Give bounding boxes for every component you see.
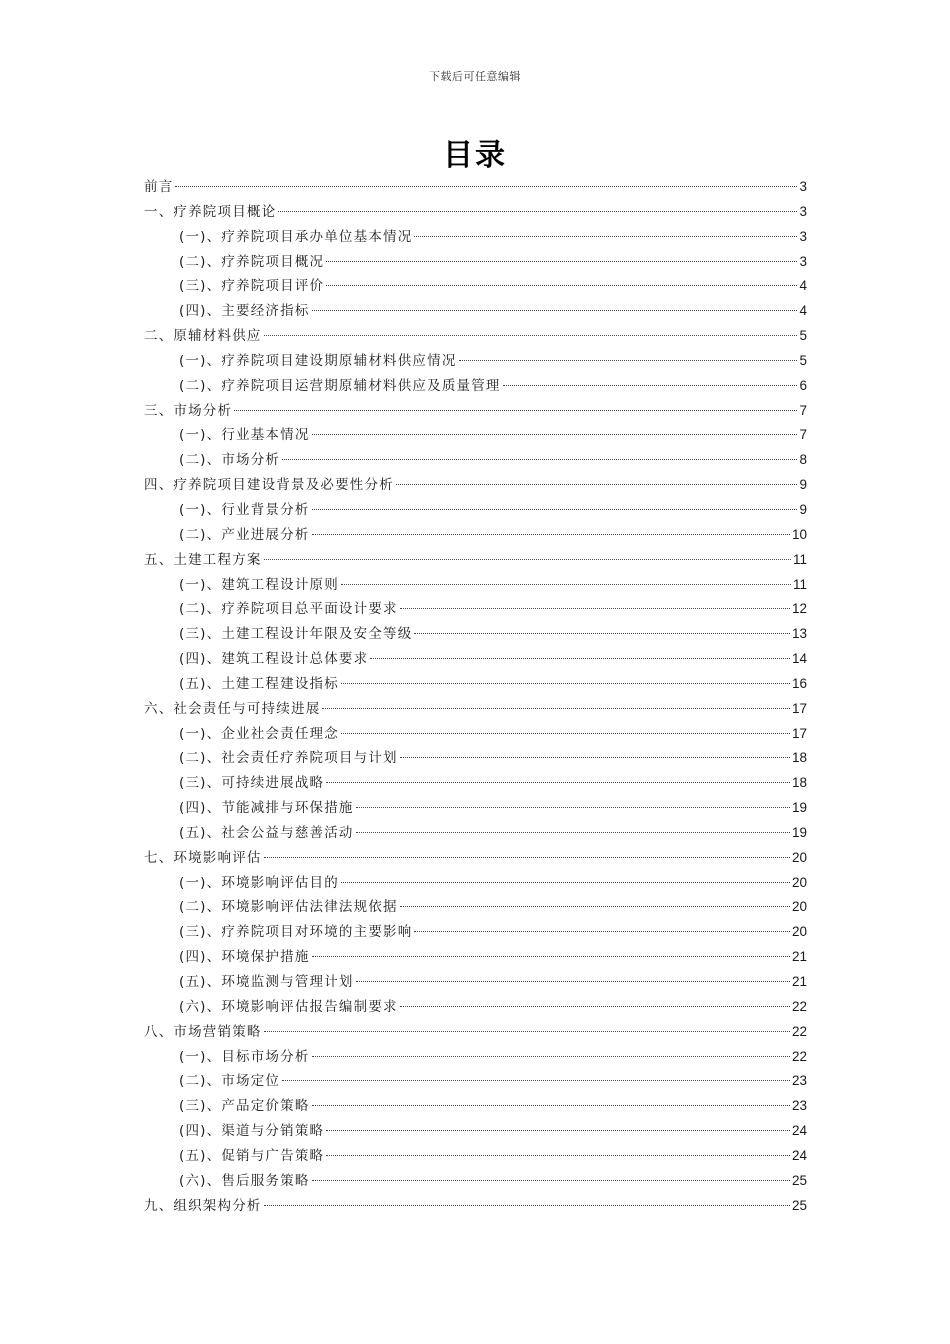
- toc-entry-label: 一、疗养院项目概论: [144, 203, 277, 220]
- toc-entry[interactable]: [144, 895, 807, 920]
- toc-entry[interactable]: [144, 1144, 807, 1169]
- toc-entry-label: (二)、疗养院项目运营期原辅材料供应及质量管理: [179, 377, 501, 394]
- toc-entry-label: (一)、行业背景分析: [179, 501, 310, 518]
- toc-entry-page-number: 25: [791, 1172, 807, 1188]
- toc-dot-leader: [312, 955, 790, 957]
- toc-entry-page-number: 11: [792, 576, 807, 592]
- toc-dot-leader: [459, 359, 798, 361]
- toc-dot-leader: [312, 533, 790, 535]
- toc-entry-page-number: 3: [799, 228, 807, 244]
- toc-dot-leader: [264, 1030, 790, 1032]
- toc-entry-label: (一)、环境影响评估目的: [179, 874, 339, 891]
- toc-entry-label: (一)、企业社会责任理念: [179, 725, 339, 742]
- toc-entry-page-number: 22: [791, 998, 807, 1014]
- toc-entry[interactable]: [144, 423, 807, 448]
- toc-entry-page-number: 10: [791, 526, 807, 542]
- toc-entry-label: 八、市场营销策略: [144, 1023, 262, 1040]
- toc-entry[interactable]: [144, 1045, 807, 1070]
- toc-entry[interactable]: [144, 1094, 807, 1119]
- toc-entry[interactable]: [144, 771, 807, 796]
- toc-entry[interactable]: [144, 672, 807, 697]
- toc-entry-label: 二、原辅材料供应: [144, 328, 262, 345]
- toc-dot-leader: [175, 185, 797, 187]
- toc-entry-label: (一)、目标市场分析: [179, 1048, 310, 1065]
- toc-entry[interactable]: [144, 597, 807, 622]
- toc-entry-label: (六)、售后服务策略: [179, 1172, 310, 1189]
- toc-dot-leader: [282, 1079, 790, 1081]
- toc-entry-page-number: 21: [791, 949, 807, 965]
- toc-entry[interactable]: [144, 796, 807, 821]
- toc-entry-label: (二)、市场定位: [179, 1073, 281, 1090]
- toc-entry-label: (三)、疗养院项目对环境的主要影响: [179, 924, 413, 941]
- toc-entry-page-number: 20: [791, 899, 807, 915]
- toc-entry-page-number: 25: [791, 1197, 807, 1213]
- toc-entry-page-number: 7: [799, 402, 807, 418]
- toc-entry-page-number: 5: [799, 352, 807, 368]
- toc-dot-leader: [400, 756, 790, 758]
- toc-entry-page-number: 14: [791, 651, 807, 667]
- toc-entry-page-number: 16: [791, 675, 807, 691]
- toc-dot-leader: [400, 905, 790, 907]
- toc-entry-page-number: 18: [791, 750, 807, 766]
- toc-entry[interactable]: [144, 1194, 807, 1219]
- toc-entry-page-number: 17: [791, 725, 807, 741]
- toc-entry-page-number: 24: [791, 1123, 807, 1139]
- toc-entry[interactable]: [144, 448, 807, 473]
- toc-entry-page-number: 17: [791, 700, 807, 716]
- toc-entry[interactable]: [144, 324, 807, 349]
- toc-entry-page-number: 9: [799, 477, 807, 493]
- toc-entry-page-number: 20: [791, 874, 807, 890]
- toc-entry-label: (二)、环境影响评估法律法规依据: [179, 899, 398, 916]
- toc-entry-label: (三)、土建工程设计年限及安全等级: [179, 626, 413, 643]
- toc-dot-leader: [414, 930, 790, 932]
- toc-dot-leader: [312, 309, 798, 311]
- toc-entry[interactable]: [144, 175, 807, 200]
- toc-entry-page-number: 24: [791, 1147, 807, 1163]
- toc-entry[interactable]: [144, 374, 807, 399]
- toc-dot-leader: [356, 831, 790, 833]
- toc-entry[interactable]: [144, 871, 807, 896]
- toc-dot-leader: [312, 1104, 790, 1106]
- toc-entry-label: (三)、疗养院项目评价: [179, 278, 325, 295]
- toc-entry-page-number: 3: [799, 179, 807, 194]
- toc-entry[interactable]: [144, 1020, 807, 1045]
- toc-dot-leader: [326, 1154, 790, 1156]
- toc-dot-leader: [341, 732, 790, 734]
- toc-entry-label: (一)、疗养院项目承办单位基本情况: [179, 228, 413, 245]
- toc-dot-leader: [414, 235, 797, 237]
- toc-dot-leader: [312, 1055, 790, 1057]
- toc-entry-label: (一)、疗养院项目建设期原辅材料供应情况: [179, 352, 457, 369]
- toc-entry[interactable]: [144, 250, 807, 275]
- toc-dot-leader: [356, 806, 790, 808]
- toc-dot-leader: [312, 433, 798, 435]
- toc-dot-leader: [400, 607, 790, 609]
- toc-entry-page-number: 3: [799, 203, 807, 219]
- toc-dot-leader: [370, 657, 790, 659]
- toc-entry[interactable]: [144, 225, 807, 250]
- toc-dot-leader: [326, 1129, 790, 1131]
- toc-dot-leader: [312, 508, 798, 510]
- toc-entry[interactable]: [144, 746, 807, 771]
- toc-entry-label: (四)、节能减排与环保措施: [179, 800, 354, 817]
- toc-dot-leader: [322, 707, 790, 709]
- toc-entry-label: 三、市场分析: [144, 402, 233, 419]
- toc-entry-label: (一)、建筑工程设计原则: [179, 576, 339, 593]
- toc-entry[interactable]: [144, 1119, 807, 1144]
- toc-entry-label: (一)、行业基本情况: [179, 427, 310, 444]
- toc-dot-leader: [326, 284, 797, 286]
- toc-entry-label: 七、环境影响评估: [144, 849, 262, 866]
- toc-entry-label: 前言: [144, 179, 174, 195]
- toc-entry[interactable]: [144, 945, 807, 970]
- toc-dot-leader: [282, 458, 797, 460]
- toc-entry[interactable]: [144, 970, 807, 995]
- toc-dot-leader: [414, 632, 790, 634]
- toc-entry-label: 四、疗养院项目建设背景及必要性分析: [144, 477, 394, 494]
- toc-entry-label: (五)、促销与广告策略: [179, 1147, 325, 1164]
- toc-entry-page-number: 23: [791, 1073, 807, 1089]
- toc-entry-label: (四)、主要经济指标: [179, 303, 310, 320]
- toc-dot-leader: [326, 781, 790, 783]
- toc-entry-page-number: 22: [791, 1023, 807, 1039]
- toc-entry-page-number: 23: [791, 1098, 807, 1114]
- toc-dot-leader: [326, 260, 797, 262]
- toc-entry[interactable]: [144, 821, 807, 846]
- toc-entry-label: (四)、建筑工程设计总体要求: [179, 651, 369, 668]
- toc-entry[interactable]: [144, 548, 807, 573]
- toc-entry-page-number: 21: [791, 974, 807, 989]
- toc-entry-page-number: 11: [792, 551, 807, 567]
- toc-entry-page-number: 8: [799, 452, 807, 468]
- toc-entry-page-number: 12: [791, 601, 807, 617]
- toc-entry-page-number: 5: [799, 328, 807, 344]
- toc-entry-page-number: 3: [799, 253, 807, 269]
- toc-entry[interactable]: [144, 498, 807, 523]
- toc-entry-label: (二)、产业进展分析: [179, 526, 310, 543]
- toc-dot-leader: [264, 558, 791, 560]
- toc-entry[interactable]: [144, 622, 807, 647]
- toc-entry-page-number: 4: [799, 278, 807, 294]
- toc-entry[interactable]: [144, 920, 807, 945]
- toc-dot-leader: [341, 682, 790, 684]
- toc-entry[interactable]: [144, 299, 807, 324]
- toc-dot-leader: [278, 210, 797, 212]
- toc-dot-leader: [341, 583, 791, 585]
- toc-entry-label: (五)、土建工程建设指标: [179, 675, 339, 692]
- toc-entry-label: 九、组织架构分析: [144, 1197, 262, 1214]
- toc-dot-leader: [312, 1179, 790, 1181]
- toc-entry-page-number: 19: [791, 800, 807, 816]
- toc-entry[interactable]: [144, 274, 807, 299]
- toc-dot-leader: [356, 980, 790, 982]
- toc-entry-label: (二)、疗养院项目概况: [179, 253, 325, 270]
- toc-entry-label: (二)、市场分析: [179, 452, 281, 469]
- toc-entry-page-number: 20: [791, 924, 807, 940]
- toc-entry-label: 六、社会责任与可持续进展: [144, 700, 321, 717]
- toc-entry[interactable]: [144, 573, 807, 598]
- toc-entry[interactable]: [144, 846, 807, 871]
- page-title: 目录: [443, 138, 507, 173]
- toc-entry[interactable]: [144, 349, 807, 374]
- toc-entry-page-number: 6: [799, 377, 807, 393]
- toc-entry-label: (五)、环境监测与管理计划: [179, 974, 354, 990]
- toc-dot-leader: [234, 409, 797, 411]
- toc-entry-label: (二)、疗养院项目总平面设计要求: [179, 601, 398, 618]
- toc-entry-page-number: 4: [799, 303, 807, 319]
- toc-dot-leader: [264, 856, 790, 858]
- toc-entry[interactable]: [144, 523, 807, 548]
- toc-dot-leader: [341, 881, 790, 883]
- toc-dot-leader: [503, 384, 798, 386]
- toc-entry-label: (二)、社会责任疗养院项目与计划: [179, 750, 398, 767]
- table-of-contents: [144, 175, 807, 1218]
- toc-dot-leader: [264, 334, 798, 336]
- toc-entry[interactable]: [144, 1069, 807, 1094]
- toc-dot-leader: [264, 1204, 790, 1206]
- toc-entry[interactable]: [144, 995, 807, 1020]
- toc-entry[interactable]: [144, 697, 807, 722]
- header-note: 下载后可任意编辑: [429, 70, 521, 83]
- toc-entry-page-number: 22: [791, 1048, 807, 1064]
- toc-entry-page-number: 19: [791, 824, 807, 840]
- toc-entry-label: (四)、环境保护措施: [179, 949, 310, 966]
- toc-entry-label: (四)、渠道与分销策略: [179, 1123, 325, 1140]
- toc-entry-page-number: 7: [799, 427, 807, 443]
- toc-entry-label: (六)、环境影响评估报告编制要求: [179, 998, 398, 1015]
- toc-entry[interactable]: [144, 399, 807, 424]
- toc-entry[interactable]: [144, 200, 807, 225]
- toc-entry[interactable]: [144, 473, 807, 498]
- toc-entry-label: 五、土建工程方案: [144, 551, 262, 568]
- toc-dot-leader: [400, 1005, 790, 1007]
- toc-entry[interactable]: [144, 722, 807, 747]
- toc-entry-page-number: 20: [791, 849, 807, 865]
- toc-entry-page-number: 13: [791, 626, 807, 642]
- toc-entry-page-number: 18: [791, 775, 807, 791]
- toc-entry-page-number: 9: [799, 501, 807, 517]
- toc-dot-leader: [396, 483, 798, 485]
- toc-entry-label: (三)、产品定价策略: [179, 1098, 310, 1115]
- toc-entry[interactable]: [144, 647, 807, 672]
- toc-entry-label: (五)、社会公益与慈善活动: [179, 824, 354, 841]
- toc-entry-label: (三)、可持续进展战略: [179, 775, 325, 792]
- toc-entry[interactable]: [144, 1169, 807, 1194]
